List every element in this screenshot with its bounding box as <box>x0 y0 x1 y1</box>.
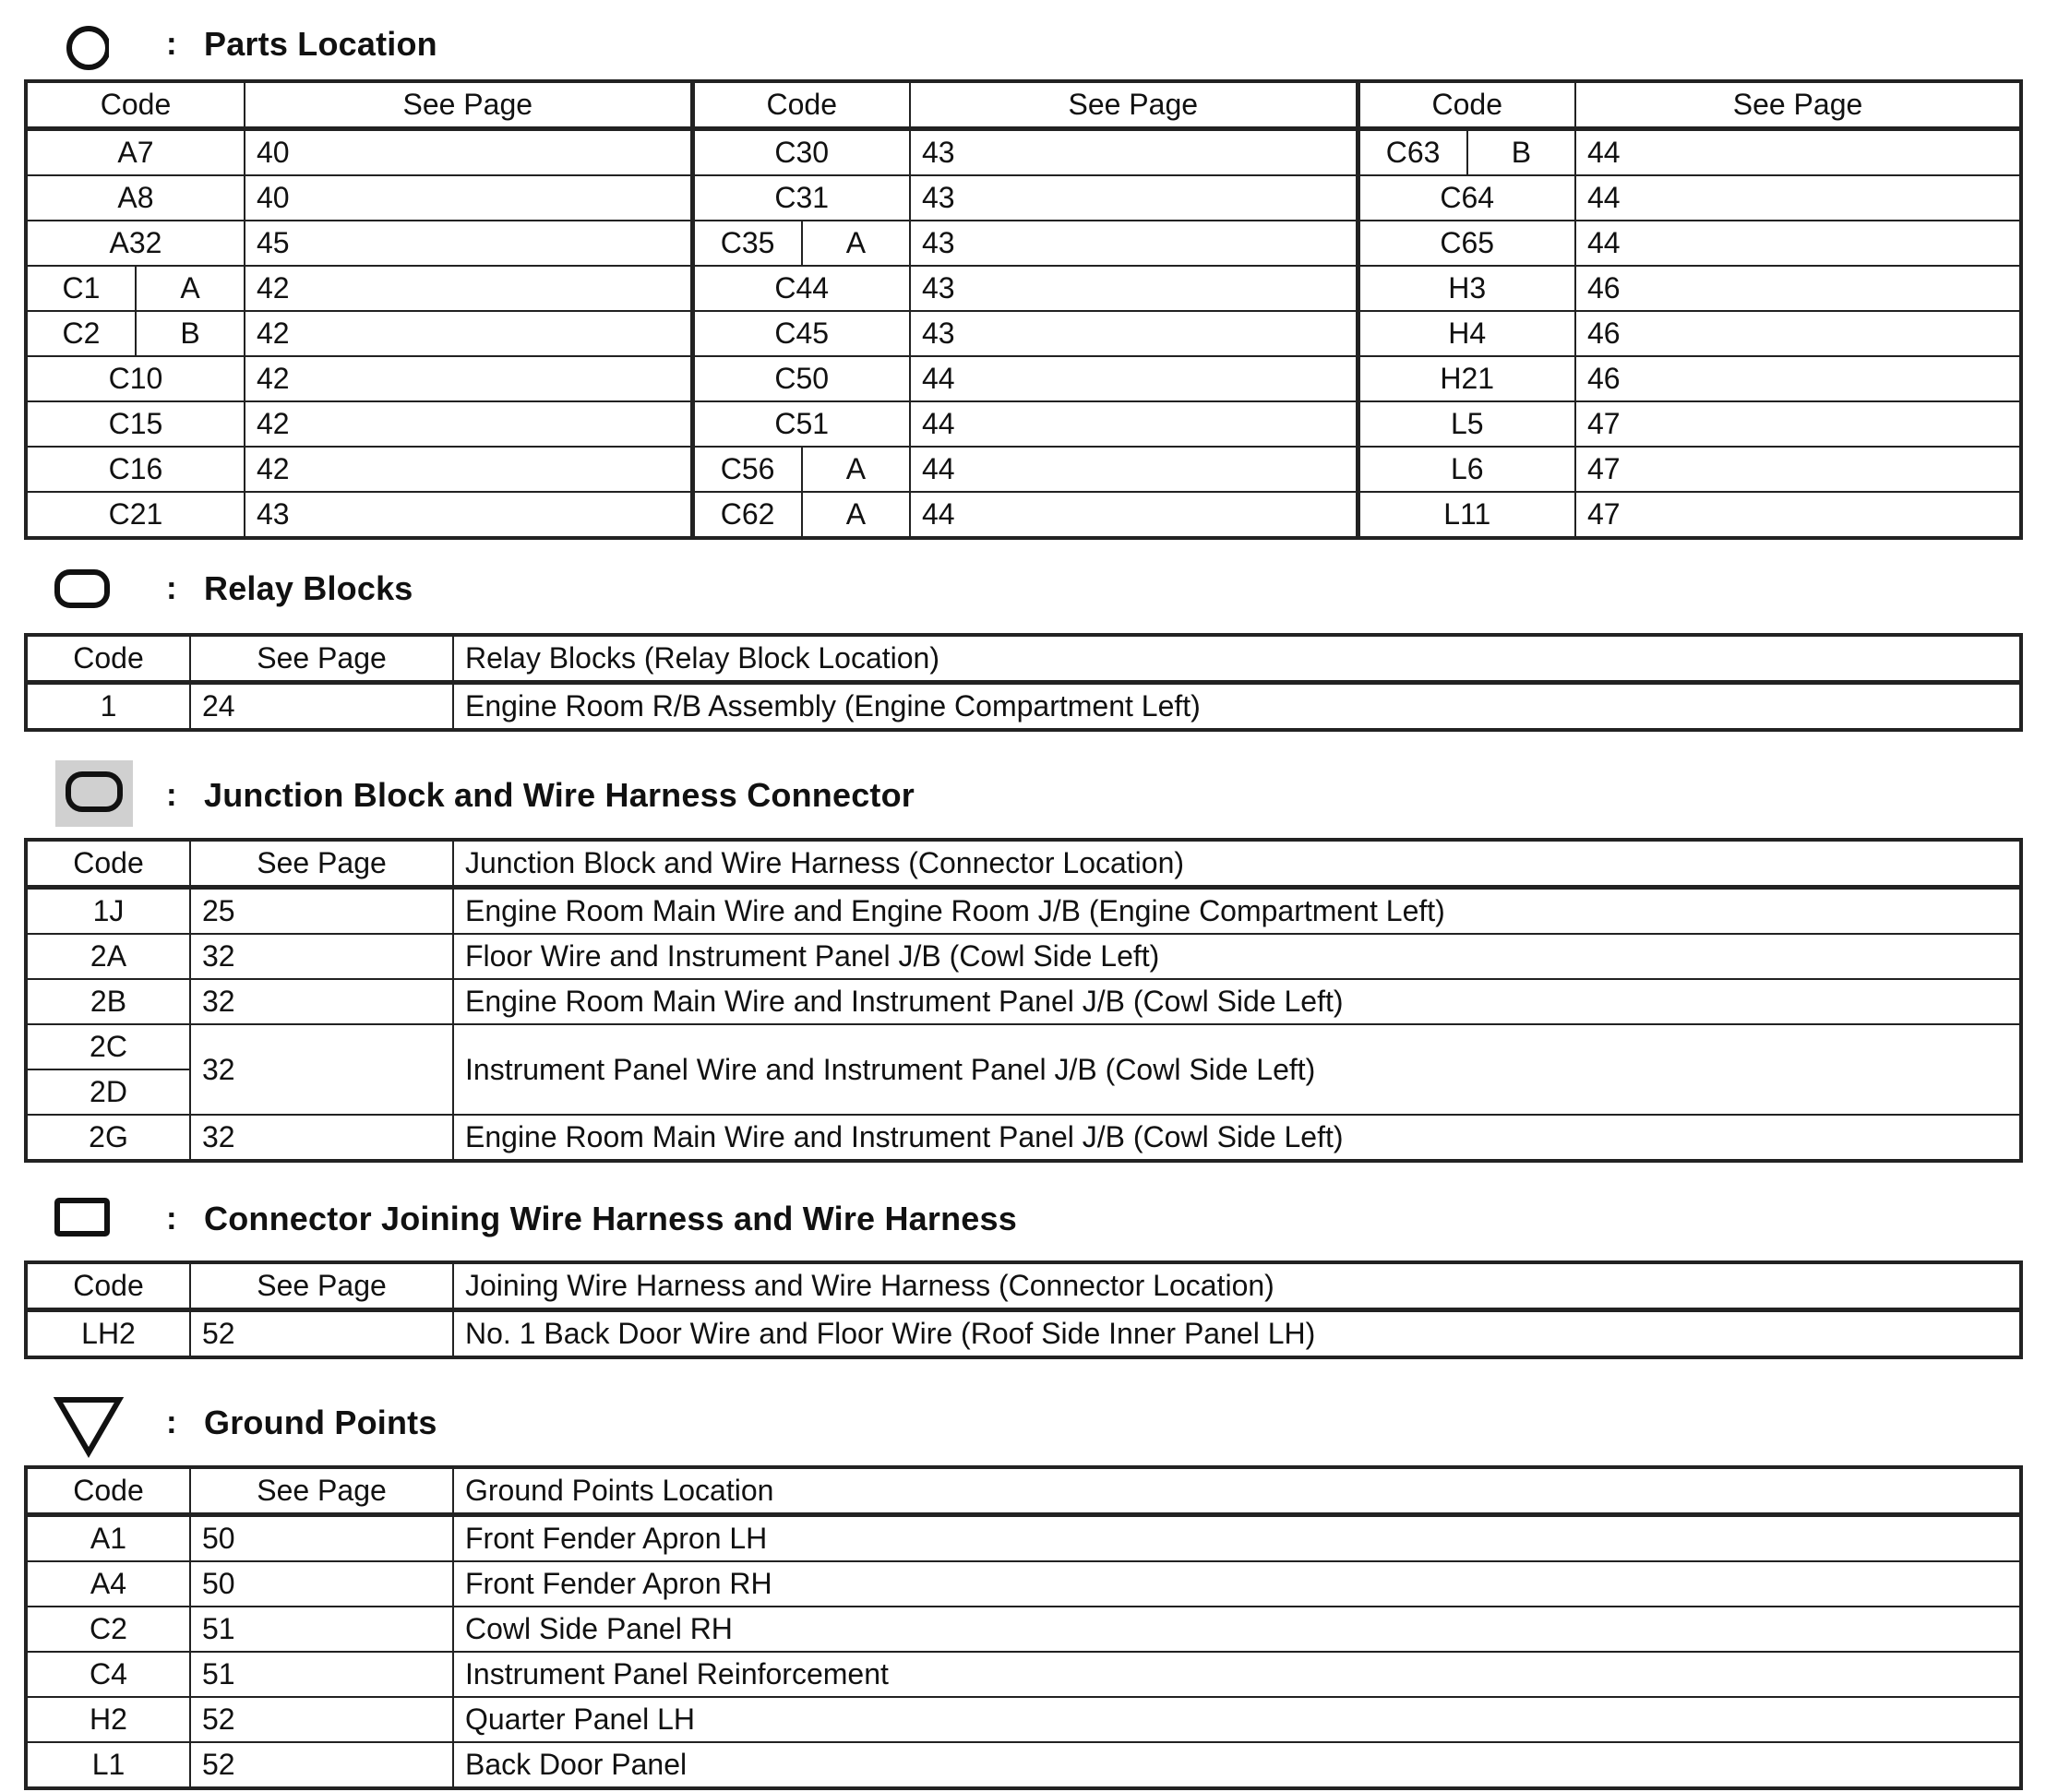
page-cell: 46 <box>1575 356 2021 401</box>
description-cell: Engine Room Main Wire and Instrument Panel J/B (Cowl Side Left) <box>453 1115 2021 1161</box>
code-sub-value: A <box>845 226 867 259</box>
table-row <box>26 221 2021 266</box>
code-value: C56 <box>695 448 803 491</box>
code-split <box>695 448 910 491</box>
table-row <box>26 1310 2021 1358</box>
ground-points-table <box>24 1465 2023 1790</box>
page-cell: 51 <box>190 1607 453 1652</box>
code-value: C35 <box>695 221 803 265</box>
rounded-rect-icon <box>54 568 127 642</box>
code-cell: C64 <box>1358 175 1575 221</box>
see-page-header: See Page <box>245 81 692 129</box>
code-cell: H3 <box>1358 266 1575 311</box>
code-cell: 1 <box>26 683 190 731</box>
code-header: Code <box>26 81 245 129</box>
code-cell: C65 <box>1358 221 1575 266</box>
code-header: Code <box>26 635 190 683</box>
page-cell: 24 <box>190 683 453 731</box>
table-row <box>26 1742 2021 1788</box>
code-split <box>1360 131 1575 174</box>
table-row <box>26 492 2021 538</box>
code-value: C63 <box>1360 131 1468 174</box>
page-cell: 44 <box>910 401 1358 447</box>
code-cell: A8 <box>26 175 245 221</box>
description-header: Joining Wire Harness and Wire Harness (Connector Location) <box>453 1262 2021 1310</box>
page-cell: 52 <box>190 1310 453 1358</box>
see-page-header: See Page <box>190 1467 453 1515</box>
junction-block-colon: : <box>166 777 177 813</box>
relay-blocks-heading <box>0 554 2046 627</box>
relay-blocks-table <box>24 633 2023 732</box>
page-cell: 42 <box>245 356 692 401</box>
junction-block-table <box>24 838 2023 1163</box>
code-cell: C30 <box>692 129 910 176</box>
table-row <box>26 311 2021 356</box>
relay-header-row <box>26 635 2021 683</box>
description-cell: Instrument Panel Reinforcement <box>453 1652 2021 1697</box>
code-cell: C2 <box>26 1607 190 1652</box>
page-cell: 47 <box>1575 492 2021 538</box>
code-cell: 2D <box>26 1069 190 1115</box>
description-cell: Engine Room Main Wire and Engine Room J/B (Engine Compartment Left) <box>453 888 2021 935</box>
see-page-header: See Page <box>1575 81 2021 129</box>
connector-joining-colon: : <box>166 1201 177 1236</box>
code-cell: C15 <box>26 401 245 447</box>
junction-block-title: Junction Block and Wire Harness Connector <box>204 776 915 814</box>
page-cell: 25 <box>190 888 453 935</box>
description-header: Relay Blocks (Relay Block Location) <box>453 635 2021 683</box>
page-cell: 50 <box>190 1515 453 1562</box>
code-cell <box>26 311 245 356</box>
ground-points-title: Ground Points <box>204 1404 437 1441</box>
page-cell: 32 <box>190 979 453 1024</box>
page-cell: 43 <box>910 221 1358 266</box>
page-cell: 32 <box>190 934 453 979</box>
parts-location-heading <box>0 9 2046 83</box>
page-cell: 52 <box>190 1742 453 1788</box>
description-cell: Front Fender Apron LH <box>453 1515 2021 1562</box>
page-cell: 46 <box>1575 266 2021 311</box>
page-cell: 44 <box>910 447 1358 492</box>
code-sub-value: A <box>180 271 200 305</box>
page-cell: 43 <box>910 129 1358 176</box>
code-cell: 2G <box>26 1115 190 1161</box>
code-cell: C16 <box>26 447 245 492</box>
code-value: C62 <box>695 493 803 536</box>
page-cell: 42 <box>245 447 692 492</box>
code-sub-value: B <box>180 317 200 350</box>
ground-points-colon: : <box>166 1404 177 1440</box>
description-cell: Engine Room R/B Assembly (Engine Compartment Left) <box>453 683 2021 731</box>
code-header: Code <box>26 1467 190 1515</box>
code-cell <box>692 492 910 538</box>
page-cell: 47 <box>1575 401 2021 447</box>
description-header: Ground Points Location <box>453 1467 2021 1515</box>
code-split <box>695 493 910 536</box>
description-cell: Cowl Side Panel RH <box>453 1607 2021 1652</box>
page-cell: 42 <box>245 401 692 447</box>
table-row <box>26 175 2021 221</box>
table-row <box>26 979 2021 1024</box>
code-cell: C50 <box>692 356 910 401</box>
code-cell: 2B <box>26 979 190 1024</box>
code-cell: C51 <box>692 401 910 447</box>
code-cell: C4 <box>26 1652 190 1697</box>
page-cell: 32 <box>190 1115 453 1161</box>
code-split <box>28 267 244 310</box>
code-cell: A32 <box>26 221 245 266</box>
see-page-header: See Page <box>190 840 453 888</box>
code-cell: L11 <box>1358 492 1575 538</box>
connector-joining-title: Connector Joining Wire Harness and Wire Harness <box>204 1200 1017 1237</box>
code-cell: 1J <box>26 888 190 935</box>
code-header: Code <box>26 840 190 888</box>
code-header: Code <box>1358 81 1575 129</box>
table-row <box>26 1561 2021 1607</box>
triangle-down-icon <box>54 1395 127 1469</box>
code-cell: L5 <box>1358 401 1575 447</box>
ground-points-heading <box>0 1388 2046 1462</box>
rectangle-icon <box>54 1197 127 1271</box>
table-row <box>26 683 2021 731</box>
table-row <box>26 401 2021 447</box>
page-cell: 45 <box>245 221 692 266</box>
table-row <box>26 934 2021 979</box>
table-row <box>26 1652 2021 1697</box>
table-row <box>26 266 2021 311</box>
code-cell: C44 <box>692 266 910 311</box>
code-cell <box>26 266 245 311</box>
code-cell <box>692 447 910 492</box>
relay-blocks-title: Relay Blocks <box>204 569 413 607</box>
junction-header-row <box>26 840 2021 888</box>
page-cell: 43 <box>245 492 692 538</box>
page-cell: 43 <box>910 311 1358 356</box>
code-sub-value: B <box>1511 136 1532 169</box>
junction-block-heading <box>0 760 2046 834</box>
page-cell: 42 <box>245 311 692 356</box>
code-cell: C10 <box>26 356 245 401</box>
code-cell: 2C <box>26 1024 190 1069</box>
table-row <box>26 1697 2021 1742</box>
code-cell: H4 <box>1358 311 1575 356</box>
code-cell <box>692 221 910 266</box>
code-cell: C21 <box>26 492 245 538</box>
table-row <box>26 1515 2021 1562</box>
page-cell: 47 <box>1575 447 2021 492</box>
code-header: Code <box>26 1262 190 1310</box>
page-cell: 44 <box>910 492 1358 538</box>
code-cell: H2 <box>26 1697 190 1742</box>
table-row <box>26 888 2021 935</box>
code-cell: H21 <box>1358 356 1575 401</box>
page-cell: 44 <box>1575 221 2021 266</box>
description-cell: Back Door Panel <box>453 1742 2021 1788</box>
code-cell: A4 <box>26 1561 190 1607</box>
code-cell: L6 <box>1358 447 1575 492</box>
code-sub-value: A <box>845 452 867 485</box>
see-page-header: See Page <box>190 635 453 683</box>
code-split <box>28 312 244 355</box>
code-cell: C45 <box>692 311 910 356</box>
parts-location-colon: : <box>166 26 177 62</box>
page-cell: 44 <box>910 356 1358 401</box>
relay-blocks-colon: : <box>166 570 177 606</box>
code-value: C1 <box>28 267 137 310</box>
table-row <box>26 356 2021 401</box>
page-cell: 32 <box>190 1024 453 1115</box>
page-cell: 43 <box>910 266 1358 311</box>
code-header: Code <box>692 81 910 129</box>
code-cell: A1 <box>26 1515 190 1562</box>
page-cell: 40 <box>245 129 692 176</box>
code-split <box>695 221 910 265</box>
connector-joining-heading <box>0 1184 2046 1258</box>
description-cell: Quarter Panel LH <box>453 1697 2021 1742</box>
code-cell: L1 <box>26 1742 190 1788</box>
code-cell: A7 <box>26 129 245 176</box>
code-value: C2 <box>28 312 137 355</box>
table-row <box>26 129 2021 176</box>
table-row <box>26 447 2021 492</box>
description-cell: Floor Wire and Instrument Panel J/B (Cowl Side Left) <box>453 934 2021 979</box>
connector-header-row <box>26 1262 2021 1310</box>
description-cell: Instrument Panel Wire and Instrument Panel J/B (Cowl Side Left) <box>453 1024 2021 1115</box>
ground-header-row <box>26 1467 2021 1515</box>
page-cell: 42 <box>245 266 692 311</box>
description-cell: No. 1 Back Door Wire and Floor Wire (Roof Side Inner Panel LH) <box>453 1310 2021 1358</box>
description-cell: Engine Room Main Wire and Instrument Panel J/B (Cowl Side Left) <box>453 979 2021 1024</box>
description-cell: Front Fender Apron RH <box>453 1561 2021 1607</box>
page-cell: 51 <box>190 1652 453 1697</box>
table-row <box>26 1024 2021 1069</box>
parts-location-table <box>24 79 2023 540</box>
see-page-header: See Page <box>190 1262 453 1310</box>
parts-location-title: Parts Location <box>204 25 437 63</box>
shaded-rounded-rect-icon <box>55 760 129 834</box>
code-cell: 2A <box>26 934 190 979</box>
parts-header-row <box>26 81 2021 129</box>
code-sub-value: A <box>845 497 867 531</box>
see-page-header: See Page <box>910 81 1358 129</box>
description-header: Junction Block and Wire Harness (Connector Location) <box>453 840 2021 888</box>
page-cell: 52 <box>190 1697 453 1742</box>
connector-joining-table <box>24 1260 2023 1359</box>
page-cell: 43 <box>910 175 1358 221</box>
page-cell: 46 <box>1575 311 2021 356</box>
code-cell: C31 <box>692 175 910 221</box>
page-cell: 50 <box>190 1561 453 1607</box>
code-cell <box>1358 129 1575 176</box>
table-row <box>26 1115 2021 1161</box>
page-cell: 44 <box>1575 129 2021 176</box>
page-cell: 40 <box>245 175 692 221</box>
code-cell: LH2 <box>26 1310 190 1358</box>
page-cell: 44 <box>1575 175 2021 221</box>
table-row <box>26 1607 2021 1652</box>
